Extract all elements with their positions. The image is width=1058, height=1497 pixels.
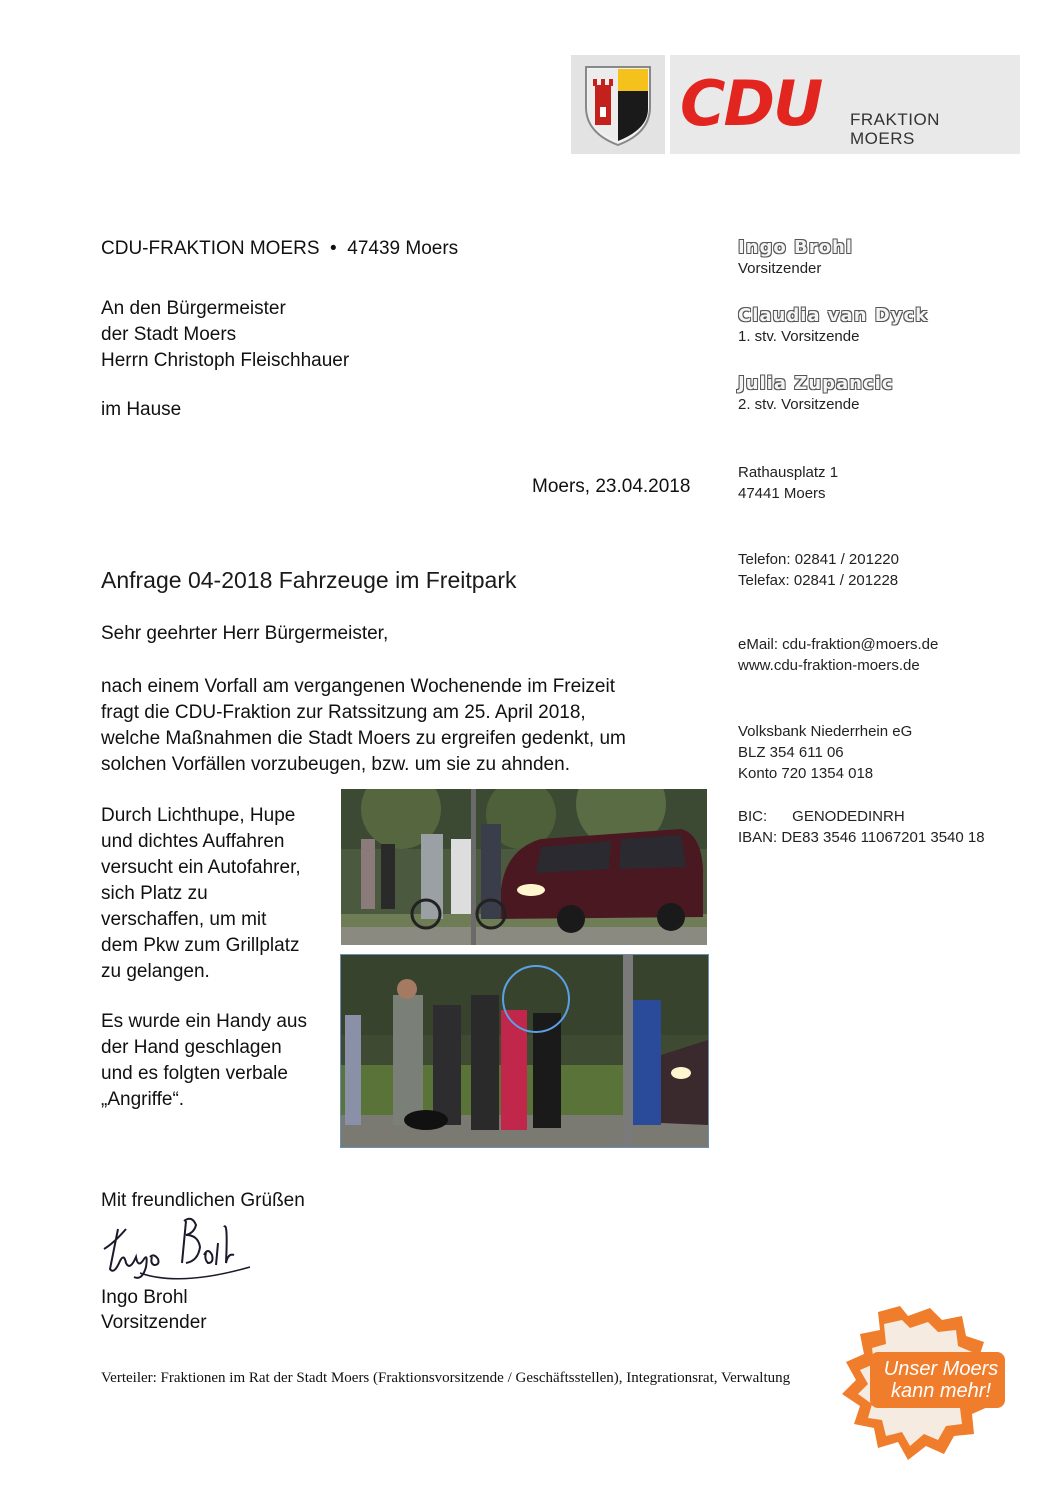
bic-line: BIC: GENODEDINRH [738,808,905,825]
office-address [738,462,838,504]
paragraph-line: fragt die CDU-Fraktion zur Ratssitzung am 25. April 2018, [101,702,586,723]
person-name: Claudia van Dyck [738,305,929,326]
body-paragraph-2 [101,803,301,985]
bank-line: BLZ 354 611 06 [738,744,844,761]
body-paragraph-1 [101,674,701,778]
sender-line: CDU-FRAKTION MOERS • 47439 Moers [101,238,459,259]
fax-line: Telefax: 02841 / 201228 [738,572,899,589]
unser-moers-badge [838,1302,1008,1462]
badge-line-2: kann mehr! [890,1380,992,1402]
bank-block [738,721,912,784]
paragraph-line: Es wurde ein Handy aus [101,1011,307,1032]
closing: Mit freundlichen Grüßen [101,1190,305,1211]
paragraph-line: welche Maßnahmen die Stadt Moers zu ergreifen gedenkt, um [101,728,626,749]
logo-sub-line-1: FRAKTION [850,110,940,129]
person-name: Ingo Brohl [738,237,853,258]
address-line: Rathausplatz 1 [738,464,839,481]
signer-name: Ingo Brohl [101,1287,188,1308]
paragraph-line: sich Platz zu [101,883,208,904]
signer-block [101,1285,207,1335]
person-role: 2. stv. Vorsitzende [738,396,860,413]
bic-iban-block [738,806,985,848]
photo-car-in-park [341,789,707,945]
paragraph-line: der Hand geschlagen [101,1037,282,1058]
distribution-list: Verteiler: Fraktionen im Rat der Stadt Moers (Fraktionsvorsitzende / Geschäftsstellen), Integrationsrat, Verwaltung [101,1370,791,1386]
iban-line: IBAN: DE83 3546 11067201 3540 18 [738,829,985,846]
letter-subject: Anfrage 04-2018 Fahrzeuge im Freitpark [101,567,517,593]
logo-subtitle [850,110,940,148]
website-line: www.cdu-fraktion-moers.de [738,657,920,674]
paragraph-line: Durch Lichthupe, Hupe [101,805,296,826]
cdu-wordmark: CDU [680,67,822,140]
phone-block [738,549,899,591]
badge-line-1: Unser Moers [883,1358,999,1380]
cdu-fraktion-logo [670,55,1020,154]
paragraph-line: dem Pkw zum Grillplatz [101,935,300,956]
paragraph-line: solchen Vorfällen vorzubeugen, bzw. um sie zu ahnden. [101,754,570,775]
person-role: 1. stv. Vorsitzende [738,328,860,345]
letter-date: Moers, 23.04.2018 [532,476,691,497]
address-line: der Stadt Moers [101,324,237,345]
person-block [738,237,853,277]
paragraph-line: nach einem Vorfall am vergangenen Wochenende im Freizeit [101,676,615,697]
address-line: 47441 Moers [738,485,826,502]
signer-role: Vorsitzender [101,1312,207,1333]
person-block [738,373,894,413]
person-block [738,305,928,345]
paragraph-line: zu gelangen. [101,961,210,982]
contact-web-block [738,634,938,676]
logo-sub-line-2: MOERS [850,129,915,148]
paragraph-line: versucht ein Autofahrer, [101,857,301,878]
person-name: Julia Zupancic [738,373,894,394]
salutation: Sehr geehrter Herr Bürgermeister, [101,623,389,644]
phone-line: Telefon: 02841 / 201220 [738,551,899,568]
im-hause: im Hause [101,399,182,420]
email-line: eMail: cdu-fraktion@moers.de [738,636,939,653]
person-role: Vorsitzender [738,260,822,277]
address-line: An den Bürgermeister [101,298,286,319]
paragraph-line: und dichtes Auffahren [101,831,285,852]
bank-line: Volksbank Niederrhein eG [738,723,913,740]
paragraph-line: und es folgten verbale [101,1063,288,1084]
handwritten-signature [100,1213,280,1288]
address-line: Herrn Christoph Fleischhauer [101,350,350,371]
recipient-address [101,296,349,374]
photo-incident-group [340,954,709,1148]
bank-line: Konto 720 1354 018 [738,765,874,782]
body-paragraph-3 [101,1009,307,1113]
paragraph-line: verschaffen, um mit [101,909,267,930]
badge-text [878,1358,1004,1402]
moers-crest-logo [571,55,665,154]
paragraph-line: „Angriffe“. [101,1089,185,1110]
